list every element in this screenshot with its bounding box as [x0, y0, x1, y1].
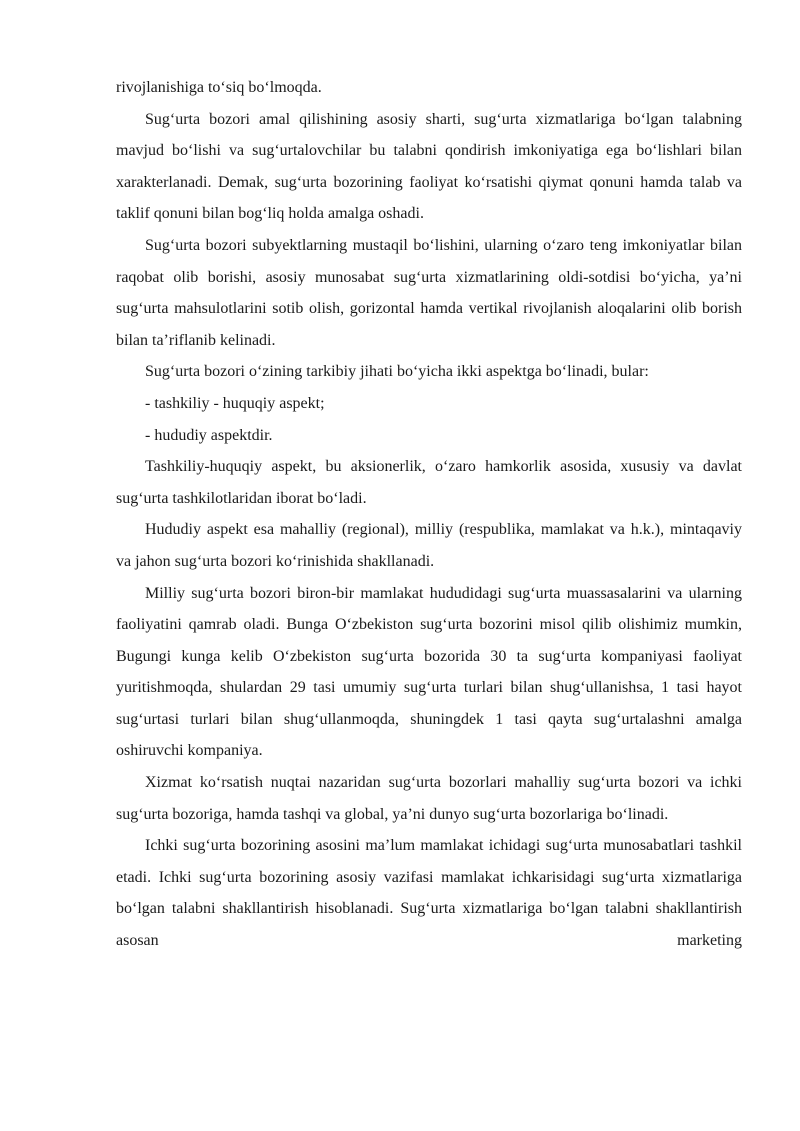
paragraph: Ichki sugʻurta bozorining asosini maʼlum mamlakat ichidagi sugʻurta munosabatlari tashkil etadi. Ichki sugʻurta bozorining asosiy vazifasi mamlakat ichkarisidagi sugʻurta xizmatlariga boʻlgan talabni shakllantirish hisoblanadi. Sugʻurta xizmatlariga boʻlgan talabni shakllantirish asosan marketing	[116, 837, 742, 950]
paragraph: Milliy sugʻurta bozori biron-bir mamlakat hududidagi sugʻurta muassasalarini va ularning faoliyatini qamrab oladi. Bunga Oʻzbekiston sugʻurta bozorini misol qilib olishimiz mumkin, Bugungi kunga kelib Oʻzbekiston sugʻurta bozorida 30 ta sugʻurta kompaniyasi faoliyat yuritishmoqda, shulardan 29 tasi umumiy sugʻurta turlari bilan shugʻullanishsa, 1 tasi hayot sugʻurtasi turlari bilan shugʻullanmoqda, shuningdek 1 tasi qayta sugʻurtalashni amalga oshiruvchi kompaniya.	[116, 584, 742, 760]
paragraph: Sugʻurta bozori oʻzining tarkibiy jihati boʻyicha ikki aspektga boʻlinadi, bular:	[145, 363, 649, 381]
paragraph: Tashkiliy-huquqiy aspekt, bu aksionerlik, oʻzaro hamkorlik asosida, xususiy va davlat sugʻurta tashkilotlaridan iborat boʻladi.	[116, 458, 742, 507]
paragraph-continuation: rivojlanishiga toʻsiq boʻlmoqda.	[116, 79, 322, 96]
paragraph: Sugʻurta bozori amal qilishining asosiy sharti, sugʻurta xizmatlariga boʻlgan talabning mavjud boʻlishi va sugʻurtalovchilar bu talabni qondirish imkoniyatiga ega boʻlishlari bilan xarakterlanadi. Demak, sugʻurta bozorining faoliyat koʻrsatishi qiymat qonuni hamda talab va taklif qonuni bilan bogʻliq holda amalga oshadi.	[116, 110, 742, 223]
list-item: - tashkiliy - huquqiy aspekt;	[145, 394, 325, 412]
paragraph: Sugʻurta bozori subyektlarning mustaqil boʻlishini, ularning oʻzaro teng imkoniyatlar bilan raqobat olib borishi, asosiy munosabat sugʻurta xizmatlarining oldi-sotdisi boʻyicha, yaʼni sugʻurta mahsulotlarini sotib olish, gorizontal hamda vertikal rivojlanish aloqalarini olib borish bilan taʼriflanib kelinadi.	[116, 236, 742, 349]
paragraph: Xizmat koʻrsatish nuqtai nazaridan sugʻurta bozorlari mahalliy sugʻurta bozori va ichki sugʻurta bozoriga, hamda tashqi va global, yaʼni dunyo sugʻurta bozorlariga boʻlinadi.	[116, 774, 742, 823]
paragraph: Hududiy aspekt esa mahalliy (regional), milliy (respublika, mamlakat va h.k.), mintaqaviy va jahon sugʻurta bozori koʻrinishida shakllanadi.	[116, 521, 742, 570]
document-body	[116, 72, 742, 957]
list-item: - hududiy aspektdir.	[145, 426, 273, 444]
